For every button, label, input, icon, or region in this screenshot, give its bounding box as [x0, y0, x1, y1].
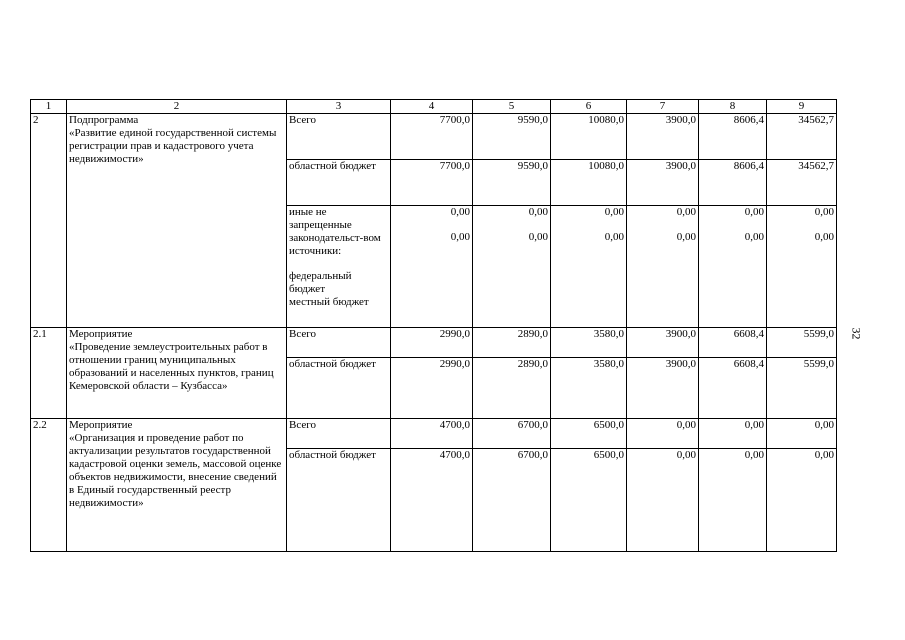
table-row [31, 419, 837, 449]
funding-source: областной бюджет [287, 358, 391, 419]
column-header: 7 [627, 100, 699, 114]
table-row [31, 328, 837, 358]
value-cell: 2890,0 [473, 328, 551, 358]
value-cell: 0,00 0,00 [391, 206, 473, 328]
value-cell: 0,00 0,00 [767, 206, 837, 328]
value-cell: 5599,0 [767, 328, 837, 358]
value-cell: 7700,0 [391, 114, 473, 160]
value-cell: 4700,0 [391, 449, 473, 552]
value-cell: 5599,0 [767, 358, 837, 419]
value-cell: 3900,0 [627, 328, 699, 358]
federal-budget-label: федеральный бюджет [289, 270, 352, 295]
row-index: 2 [31, 114, 67, 328]
value-cell: 9590,0 [473, 114, 551, 160]
value-cell: 0,00 [699, 449, 767, 552]
value-cell: 8606,4 [699, 114, 767, 160]
program-name: Подпрограмма «Развитие единой государственной системы регистрации прав и кадастрового учета недвижимости» [67, 114, 287, 328]
value-cell: 6700,0 [473, 419, 551, 449]
measure-name: Мероприятие «Проведение землеустроительных работ в отношении границ муниципальных образований и населенных пунктов, границ Кемеровской области – Кузбасса» [67, 328, 287, 419]
value-cell: 6500,0 [551, 449, 627, 552]
value-cell: 0,00 [767, 449, 837, 552]
funding-source: Всего [287, 419, 391, 449]
value-cell: 9590,0 [473, 160, 551, 206]
value-cell: 34562,7 [767, 114, 837, 160]
budget-table [30, 99, 837, 552]
value-cell: 3900,0 [627, 114, 699, 160]
funding-source: Всего [287, 328, 391, 358]
value-cell: 8606,4 [699, 160, 767, 206]
value-cell: 3900,0 [627, 160, 699, 206]
value-cell: 0,00 0,00 [551, 206, 627, 328]
measure-name: Мероприятие «Организация и проведение работ по актуализации результатов государственной кадастровой оценки земель, массовой оценке объектов недвижимости, внесение сведений в Единый государственный реестр недвижимости» [67, 419, 287, 552]
page-number: 32 [849, 327, 864, 340]
local-budget-label: местный бюджет [289, 296, 369, 308]
column-header: 1 [31, 100, 67, 114]
table-row [31, 114, 837, 160]
column-header: 3 [287, 100, 391, 114]
value-cell: 0,00 [627, 419, 699, 449]
row-index: 2.1 [31, 328, 67, 419]
value-cell: 6608,4 [699, 328, 767, 358]
value-cell: 34562,7 [767, 160, 837, 206]
value-cell: 0,00 [699, 419, 767, 449]
other-sources [287, 206, 391, 328]
value-cell: 4700,0 [391, 419, 473, 449]
value-cell: 0,00 0,00 [473, 206, 551, 328]
column-header: 5 [473, 100, 551, 114]
value-cell: 2890,0 [473, 358, 551, 419]
row-index: 2.2 [31, 419, 67, 552]
column-header: 9 [767, 100, 837, 114]
funding-source: областной бюджет [287, 449, 391, 552]
value-cell: 0,00 0,00 [699, 206, 767, 328]
value-cell: 6500,0 [551, 419, 627, 449]
value-cell: 2990,0 [391, 358, 473, 419]
value-cell: 3580,0 [551, 328, 627, 358]
column-header: 2 [67, 100, 287, 114]
column-header: 6 [551, 100, 627, 114]
value-cell: 0,00 [627, 449, 699, 552]
value-cell: 0,00 0,00 [627, 206, 699, 328]
value-cell: 3580,0 [551, 358, 627, 419]
value-cell: 0,00 [767, 419, 837, 449]
value-cell: 7700,0 [391, 160, 473, 206]
funding-source: областной бюджет [287, 160, 391, 206]
value-cell: 2990,0 [391, 328, 473, 358]
value-cell: 3900,0 [627, 358, 699, 419]
value-cell: 6700,0 [473, 449, 551, 552]
value-cell: 10080,0 [551, 160, 627, 206]
value-cell: 10080,0 [551, 114, 627, 160]
value-cell: 6608,4 [699, 358, 767, 419]
funding-source: Всего [287, 114, 391, 160]
column-header: 4 [391, 100, 473, 114]
column-header: 8 [699, 100, 767, 114]
column-number-row [31, 100, 837, 114]
other-sources-heading: иные не запрещенные законодательст-вом источники: [289, 206, 381, 257]
